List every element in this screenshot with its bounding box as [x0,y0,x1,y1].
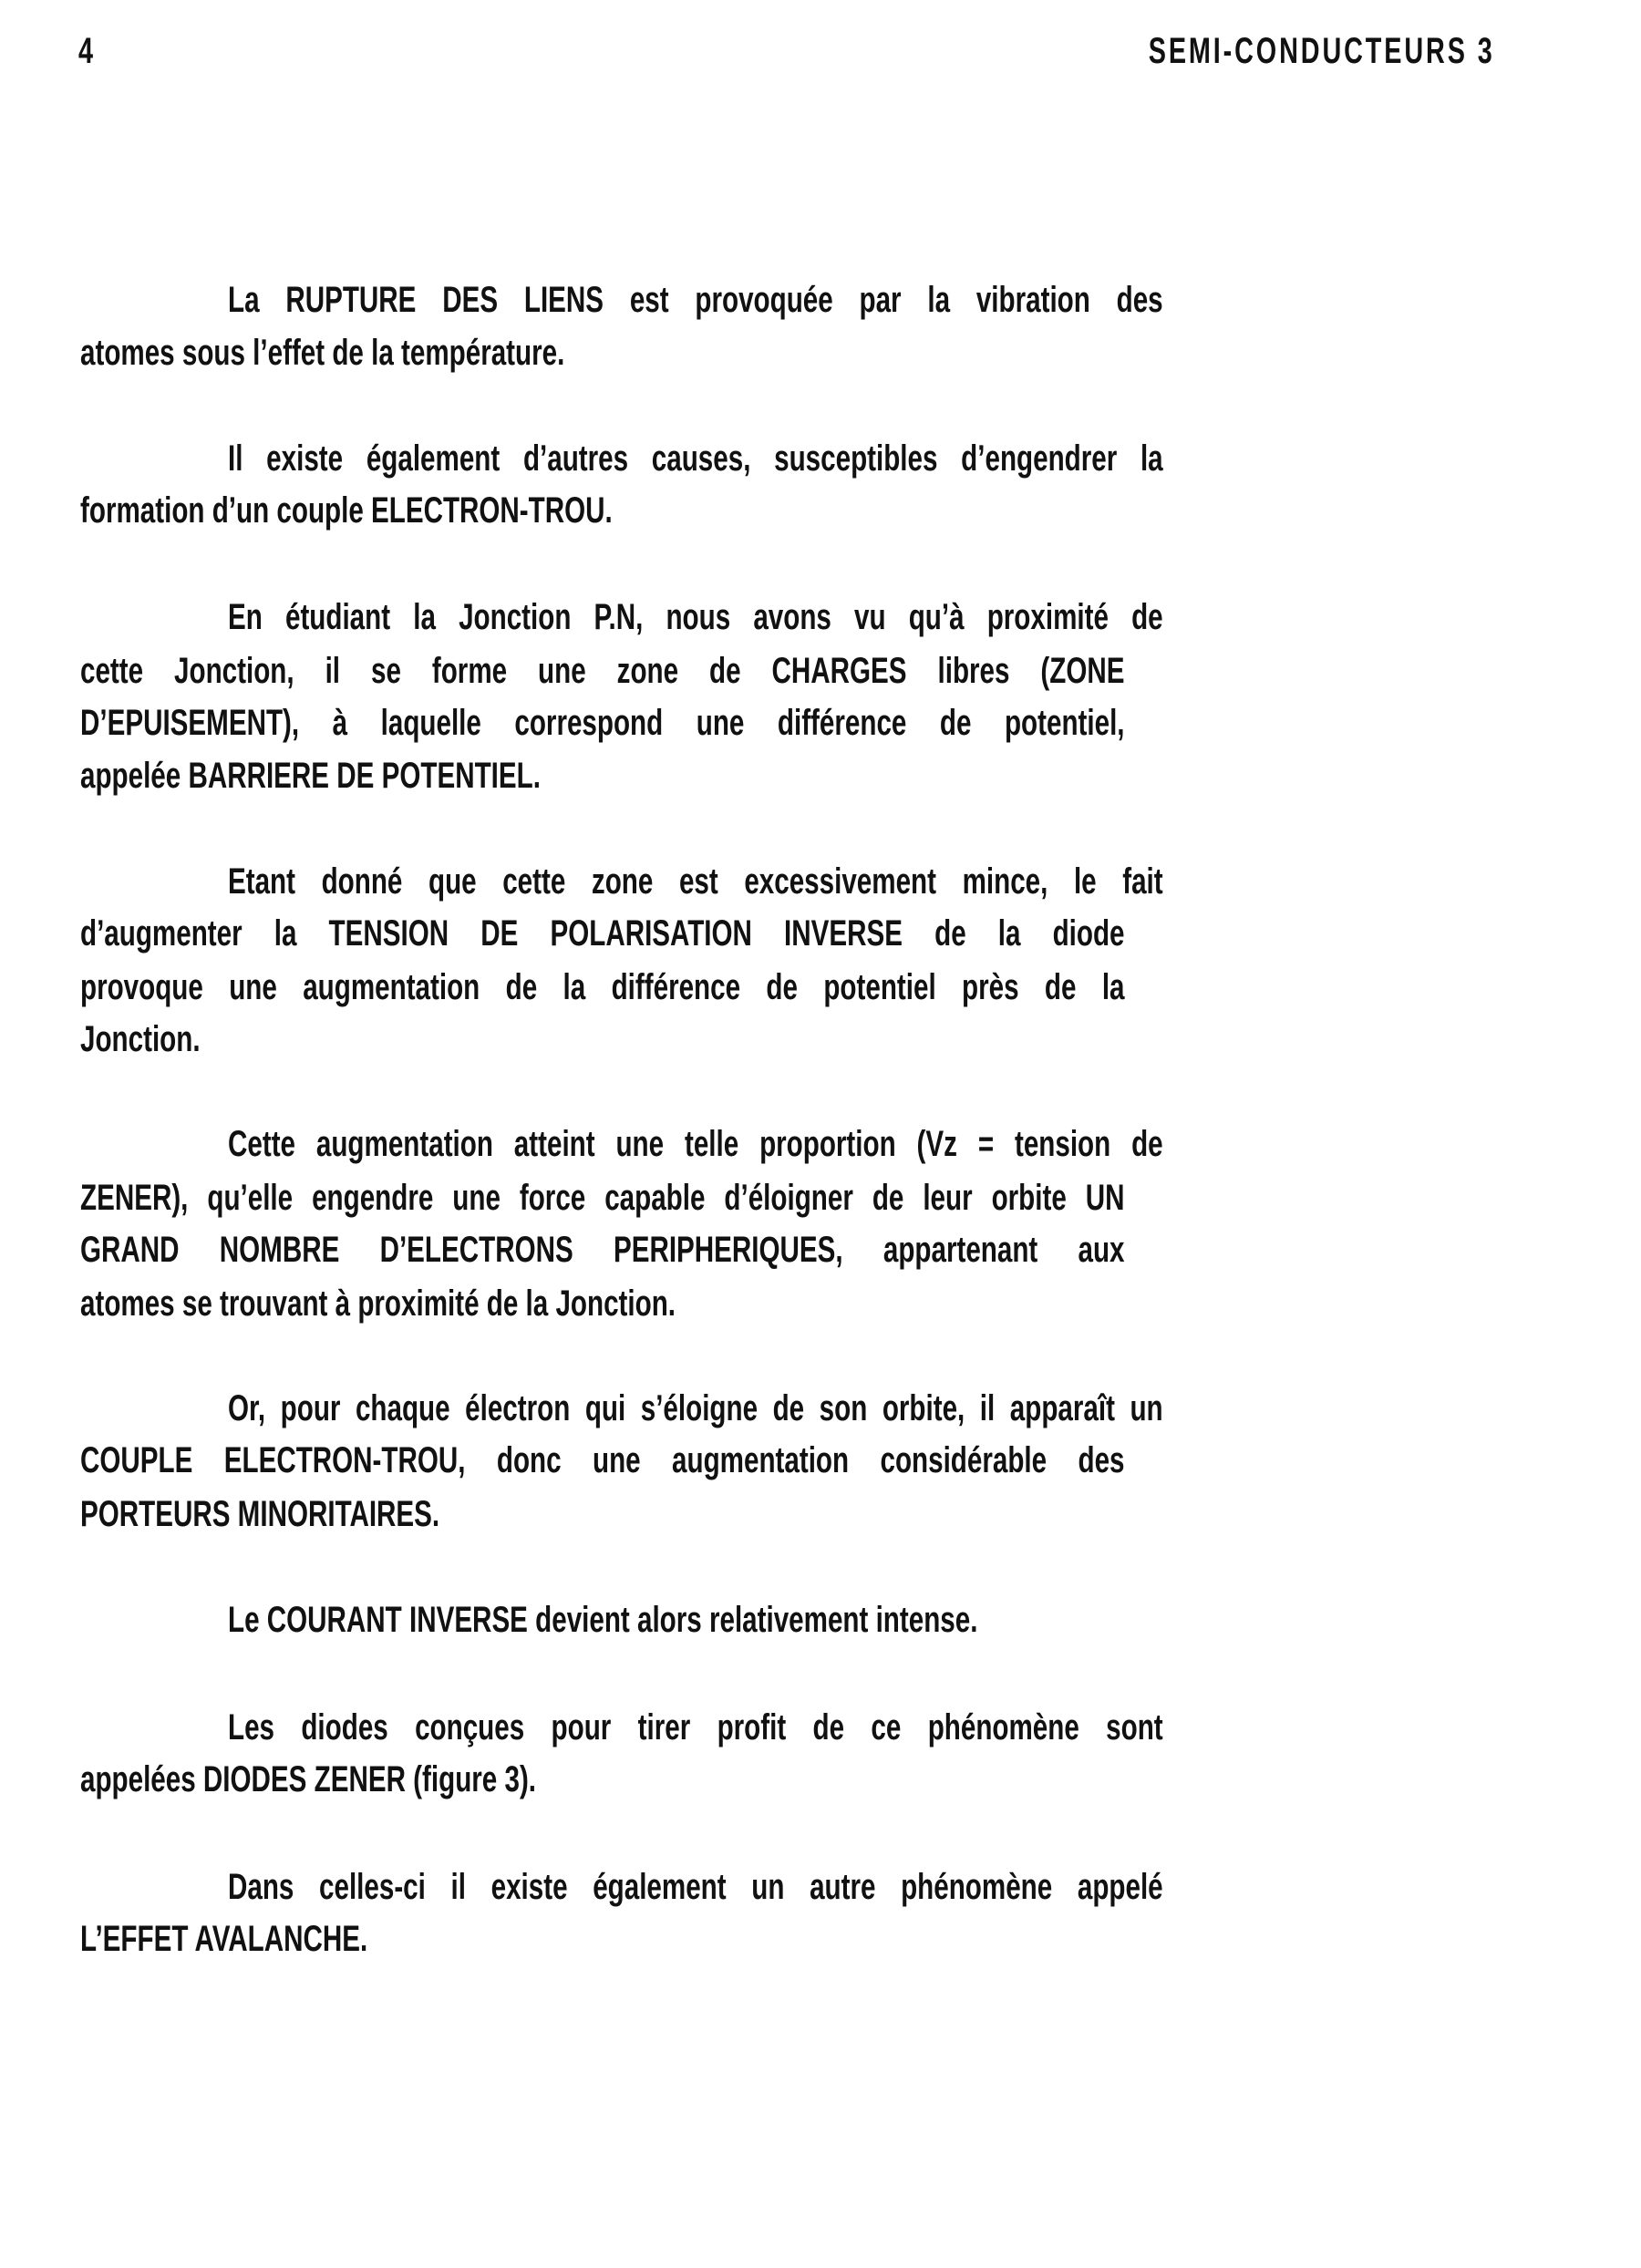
text-line [228,1385,1491,1432]
text-line [228,593,1491,641]
text-line [228,1863,1491,1911]
text-line-content: Il existe également d’autres causes, susceptibles d’engendrer la [228,438,1163,479]
text-line-content: ZENER), qu’elle engendre une force capable d’éloigner de leur orbite UN [80,1178,1125,1218]
text-line [80,1015,1491,1063]
text-line-content: appelées DIODES ZENER (figure 3). [80,1759,537,1799]
text-line-content: Etant donné que cette zone est excessivement mince, le fait [228,861,1163,902]
text-line [80,1280,1491,1327]
text-line-content: d’augmenter la TENSION DE POLARISATION INVERSE de la diode [80,913,1125,954]
page-number: 4 [78,31,95,71]
text-line [80,1226,1491,1273]
text-line-content: Jonction. [80,1019,201,1059]
text-line [80,1915,1491,1963]
text-line [228,1596,1491,1644]
text-line-content: provoque une augmentation de la différence de potentiel près de la [80,967,1125,1007]
text-line-content: PORTEURS MINORITAIRES. [80,1494,440,1534]
text-line-content: cette Jonction, il se forme une zone de CHARGES libres (ZONE [80,651,1125,691]
text-line-content: L’EFFET AVALANCHE. [80,1919,368,1959]
text-line-content: Le COURANT INVERSE devient alors relativement intense. [228,1600,978,1640]
text-line [80,1437,1491,1484]
text-line [228,1120,1491,1168]
text-line-content: COUPLE ELECTRON-TROU, donc une augmentation considérable des [80,1440,1125,1480]
text-line [228,1704,1491,1751]
text-line [228,276,1491,324]
text-line-content: appelée BARRIERE DE POTENTIEL. [80,756,541,796]
text-line [80,329,1491,376]
text-line-content: En étudiant la Jonction P.N, nous avons vu qu’à proximité de [228,597,1163,637]
text-line [80,647,1491,695]
text-line-content: atomes sous l’effet de la température. [80,333,565,373]
text-line-content: GRAND NOMBRE D’ELECTRONS PERIPHERIQUES, appartenant aux [80,1230,1125,1270]
text-line-content: Dans celles-ci il existe également un autre phénomène appelé [228,1867,1163,1907]
text-line [80,910,1491,957]
text-line [80,752,1491,799]
running-title: SEMI-CONDUCTEURS 3 [1149,31,1495,71]
text-line-content: Cette augmentation atteint une telle proportion (Vz = tension de [228,1124,1163,1164]
text-line-content: Or, pour chaque électron qui s’éloigne de son orbite, il apparaît un [228,1388,1163,1428]
text-line [80,1490,1491,1538]
text-line [80,964,1491,1011]
text-line [80,699,1491,747]
text-line-content: formation d’un couple ELECTRON-TROU. [80,490,613,531]
text-line-content: atomes se trouvant à proximité de la Jonction. [80,1283,676,1324]
text-line [80,487,1491,534]
text-line [80,1174,1491,1222]
text-line [228,858,1491,905]
text-line [80,1756,1491,1803]
text-line-content: La RUPTURE DES LIENS est provoquée par la vibration des [228,280,1163,320]
text-line-content: Les diodes conçues pour tirer profit de ce phénomène sont [228,1707,1163,1747]
text-line [228,435,1491,482]
text-line-content: D’EPUISEMENT), à laquelle correspond une différence de potentiel, [80,703,1125,743]
